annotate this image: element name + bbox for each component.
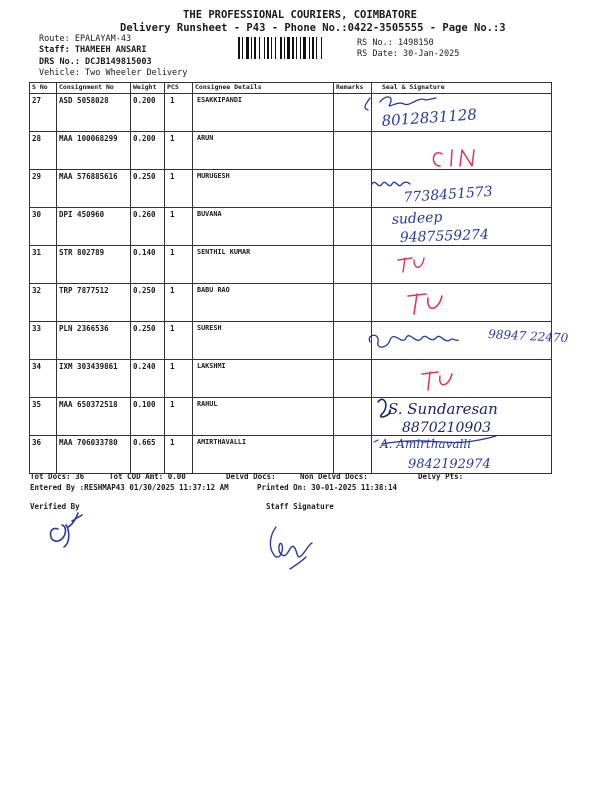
consignment-cell: STR 802789 <box>57 246 131 284</box>
row27-handwritten-phone: 8012831128 <box>381 105 478 130</box>
consignment-cell: PLN 2366536 <box>57 322 131 360</box>
non-delivered-docs: Non Delvd Docs: <box>300 472 368 481</box>
consignee-cell: AMIRTHAVALLI <box>193 436 334 474</box>
consignment-cell: DPI 450960 <box>57 208 131 246</box>
rs-date: RS Date: 30-Jan-2025 <box>357 49 460 59</box>
staff-signature-label: Staff Signature <box>266 502 334 511</box>
consignee-cell: BABU RAO <box>193 284 334 322</box>
row35-handwritten-name: S. Sundaresan <box>388 400 498 418</box>
pcs-cell: 1 <box>165 322 193 360</box>
row35-handwritten-phone: 8870210903 <box>402 420 492 436</box>
verified-by-signature <box>44 505 104 550</box>
sno-cell: 35 <box>30 398 57 436</box>
entered-by: Entered By :RESHMAP43 01/30/2025 11:37:12 AM <box>30 483 229 492</box>
company-name: THE PROFESSIONAL COURIERS, COIMBATORE <box>183 9 417 21</box>
total-docs: Tot Docs: 36 <box>30 472 85 481</box>
pcs-cell: 1 <box>165 208 193 246</box>
route-label: Route: EPALAYAM-43 <box>39 34 132 44</box>
sno-cell: 30 <box>30 208 57 246</box>
weight-cell: 0.250 <box>131 322 165 360</box>
col-pcs: PCS <box>165 83 193 94</box>
weight-cell: 0.200 <box>131 94 165 132</box>
pcs-cell: 1 <box>165 436 193 474</box>
consignee-cell: ESAKKIPANDI <box>193 94 334 132</box>
pcs-cell: 1 <box>165 246 193 284</box>
row33-handwritten-phone: 98947 22470 <box>487 327 569 346</box>
col-signature: Seal & Signature <box>372 83 552 94</box>
weight-cell: 0.200 <box>131 132 165 170</box>
col-sno: S No <box>30 83 57 94</box>
pcs-cell: 1 <box>165 94 193 132</box>
row30-handwritten-phone: 9487559274 <box>399 226 490 246</box>
printed-on: Printed On: 30-01-2025 11:38:14 <box>257 483 397 492</box>
sno-cell: 28 <box>30 132 57 170</box>
delivery-points: Delvy Pts: <box>418 472 464 481</box>
runsheet-title: Delivery Runsheet - P43 - Phone No.:0422-3505555 - Page No.:3 <box>120 22 506 34</box>
weight-cell: 0.100 <box>131 398 165 436</box>
barcode-image <box>238 37 344 59</box>
sno-cell: 36 <box>30 436 57 474</box>
weight-cell: 0.240 <box>131 360 165 398</box>
row29-handwritten-phone: 7738451573 <box>403 183 494 206</box>
consignee-cell: SENTHIL KUMAR <box>193 246 334 284</box>
pcs-cell: 1 <box>165 398 193 436</box>
col-remarks: Remarks <box>334 83 372 94</box>
sno-cell: 32 <box>30 284 57 322</box>
consignment-cell: MAA 100068299 <box>57 132 131 170</box>
consignment-cell: TRP 7877512 <box>57 284 131 322</box>
consignment-cell: MAA 650372518 <box>57 398 131 436</box>
consignee-cell: MURUGESH <box>193 170 334 208</box>
drs-number: DRS No.: DCJB149815003 <box>39 57 152 67</box>
col-consignment: Consignment No <box>57 83 131 94</box>
pcs-cell: 1 <box>165 360 193 398</box>
col-consignee: Consignee Details <box>193 83 334 94</box>
rs-number: RS No.: 1498150 <box>357 38 434 48</box>
consignee-cell: BUVANA <box>193 208 334 246</box>
consignment-cell: MAA 576885616 <box>57 170 131 208</box>
weight-cell: 0.250 <box>131 170 165 208</box>
consignment-cell: IXM 303439861 <box>57 360 131 398</box>
total-cod-amount: Tot COD Amt: 0.00 <box>109 472 186 481</box>
row36-handwritten-phone: 9842192974 <box>408 457 491 472</box>
pcs-cell: 1 <box>165 170 193 208</box>
vehicle-label: Vehicle: Two Wheeler Delivery <box>39 68 188 78</box>
col-weight: Weight <box>131 83 165 94</box>
delivered-docs: Delvd Docs: <box>226 472 276 481</box>
sno-cell: 29 <box>30 170 57 208</box>
consignee-cell: SURESH <box>193 322 334 360</box>
consignee-cell: ARUN <box>193 132 334 170</box>
pcs-cell: 1 <box>165 132 193 170</box>
consignee-cell: LAKSHMI <box>193 360 334 398</box>
consignment-cell: MAA 706033780 <box>57 436 131 474</box>
sno-cell: 31 <box>30 246 57 284</box>
consignment-cell: ASD 5058028 <box>57 94 131 132</box>
staff-signature-mark <box>260 515 330 575</box>
handwritten-signatures <box>360 92 569 482</box>
sno-cell: 33 <box>30 322 57 360</box>
sno-cell: 34 <box>30 360 57 398</box>
staff-label: Staff: THAMEEH ANSARI <box>39 45 147 55</box>
weight-cell: 0.140 <box>131 246 165 284</box>
row36-handwritten-name: A. Amirthavalli <box>380 437 472 451</box>
consignee-cell: RAHUL <box>193 398 334 436</box>
weight-cell: 0.250 <box>131 284 165 322</box>
weight-cell: 0.665 <box>131 436 165 474</box>
pcs-cell: 1 <box>165 284 193 322</box>
verified-by-label: Verified By <box>30 502 80 511</box>
row30-handwritten-name: sudeep <box>391 209 443 228</box>
weight-cell: 0.260 <box>131 208 165 246</box>
sno-cell: 27 <box>30 94 57 132</box>
